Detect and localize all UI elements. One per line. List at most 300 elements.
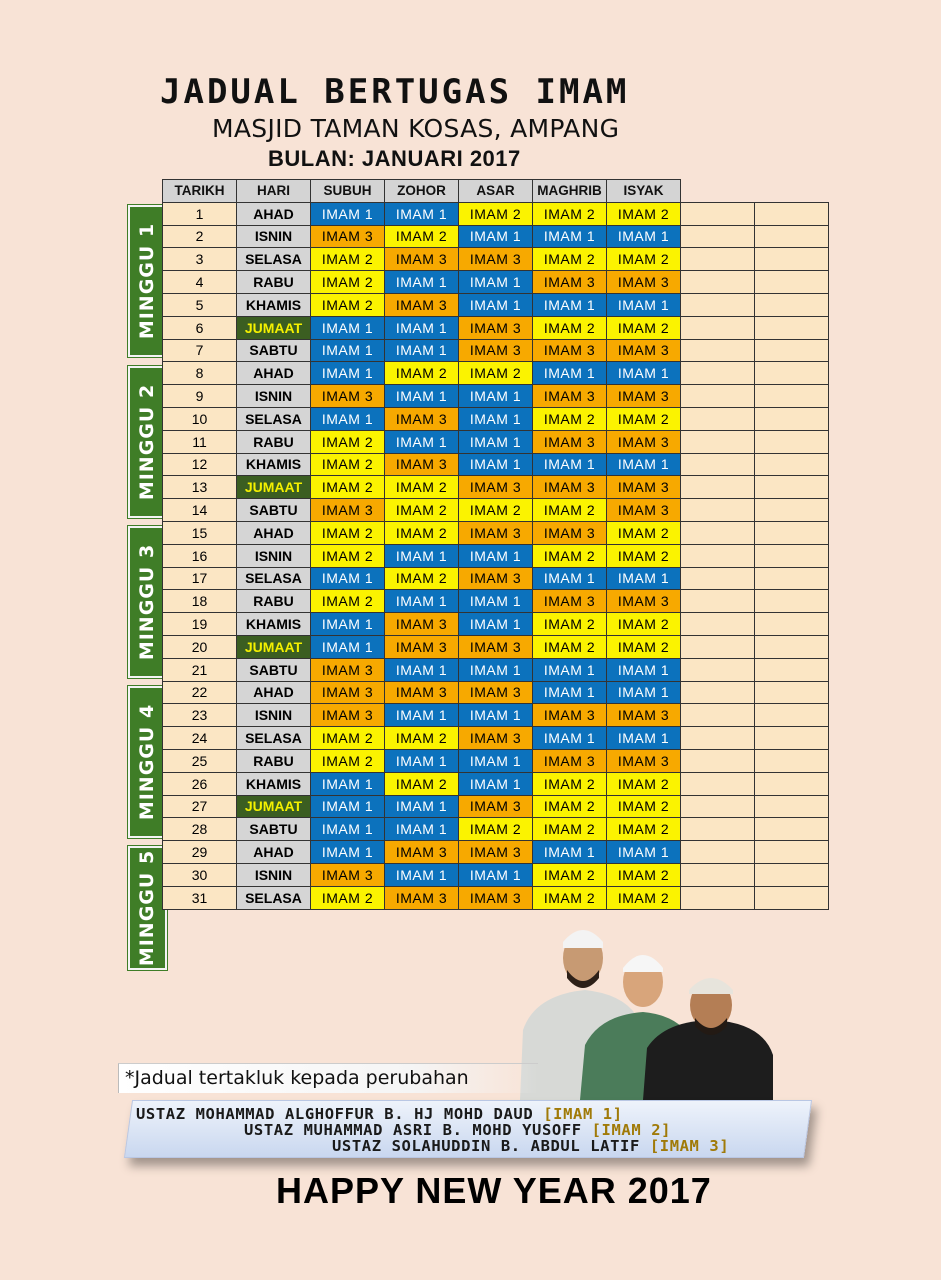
day-cell: ISNIN — [237, 385, 311, 408]
imam-assignment-cell: IMAM 2 — [459, 362, 533, 385]
blank-cell — [755, 271, 829, 294]
imam-assignment-cell: IMAM 1 — [385, 704, 459, 727]
day-cell: SABTU — [237, 339, 311, 362]
table-row — [163, 590, 829, 613]
imam-assignment-cell: IMAM 1 — [385, 339, 459, 362]
imam-assignment-cell: IMAM 3 — [459, 795, 533, 818]
imam-assignment-cell: IMAM 3 — [533, 476, 607, 499]
blank-cell — [755, 772, 829, 795]
imam-assignment-cell: IMAM 1 — [533, 681, 607, 704]
blank-cell — [755, 202, 829, 225]
imam-assignment-cell: IMAM 2 — [533, 795, 607, 818]
imam-assignment-cell: IMAM 2 — [607, 521, 681, 544]
blank-cell — [755, 727, 829, 750]
day-cell: SELASA — [237, 727, 311, 750]
imam-assignment-cell: IMAM 2 — [311, 293, 385, 316]
table-row — [163, 293, 829, 316]
col-header-asar: ASAR — [459, 180, 533, 203]
blank-cell — [755, 476, 829, 499]
blank-cell — [681, 544, 755, 567]
imam-assignment-cell: IMAM 3 — [459, 841, 533, 864]
blank-cell — [681, 521, 755, 544]
blank-cell — [755, 635, 829, 658]
blank-cell — [681, 681, 755, 704]
date-cell: 20 — [163, 635, 237, 658]
date-cell: 31 — [163, 886, 237, 909]
imam-assignment-cell: IMAM 1 — [607, 453, 681, 476]
table-row — [163, 339, 829, 362]
date-cell: 26 — [163, 772, 237, 795]
imam-assignment-cell: IMAM 2 — [533, 202, 607, 225]
imam-assignment-cell: IMAM 1 — [607, 841, 681, 864]
imam-assignment-cell: IMAM 1 — [385, 863, 459, 886]
blank-cell — [755, 293, 829, 316]
imam-assignment-cell: IMAM 1 — [311, 772, 385, 795]
blank-cell — [681, 841, 755, 864]
imam-assignment-cell: IMAM 3 — [607, 476, 681, 499]
date-cell: 21 — [163, 658, 237, 681]
imam-assignment-cell: IMAM 2 — [533, 248, 607, 271]
blank-cell — [755, 749, 829, 772]
table-row — [163, 271, 829, 294]
week-label-3: MINGGU 3 — [128, 526, 167, 678]
imam-assignment-cell: IMAM 1 — [385, 658, 459, 681]
blank-cell — [681, 225, 755, 248]
imam-assignment-cell: IMAM 1 — [385, 316, 459, 339]
imam-assignment-cell: IMAM 1 — [607, 681, 681, 704]
imam-assignment-cell: IMAM 1 — [385, 749, 459, 772]
imam-assignment-cell: IMAM 1 — [607, 658, 681, 681]
day-cell: AHAD — [237, 521, 311, 544]
imam-assignment-cell: IMAM 2 — [533, 613, 607, 636]
date-cell: 5 — [163, 293, 237, 316]
imam-assignment-cell: IMAM 1 — [311, 316, 385, 339]
blank-cell — [681, 863, 755, 886]
blank-cell — [755, 225, 829, 248]
imam-assignment-cell: IMAM 2 — [533, 544, 607, 567]
day-cell: ISNIN — [237, 863, 311, 886]
table-row — [163, 248, 829, 271]
imams-photo — [515, 920, 775, 1100]
imam-assignment-cell: IMAM 2 — [311, 544, 385, 567]
imam-assignment-cell: IMAM 1 — [311, 818, 385, 841]
imam-assignment-cell: IMAM 3 — [385, 635, 459, 658]
table-row — [163, 841, 829, 864]
imam-assignment-cell: IMAM 3 — [311, 863, 385, 886]
imam-assignment-cell: IMAM 1 — [385, 544, 459, 567]
imam-assignment-cell: IMAM 2 — [385, 362, 459, 385]
imam-3-name: USTAZ SOLAHUDDIN B. ABDUL LATIF [IMAM 3] — [332, 1137, 730, 1155]
date-cell: 14 — [163, 499, 237, 522]
date-cell: 6 — [163, 316, 237, 339]
blank-cell — [681, 886, 755, 909]
blank-cell — [681, 271, 755, 294]
table-row — [163, 681, 829, 704]
imam-assignment-cell: IMAM 1 — [311, 567, 385, 590]
imam-assignment-cell: IMAM 2 — [311, 248, 385, 271]
blank-cell — [755, 248, 829, 271]
imam-assignment-cell: IMAM 2 — [385, 567, 459, 590]
imam-assignment-cell: IMAM 3 — [533, 704, 607, 727]
imam-assignment-cell: IMAM 1 — [607, 727, 681, 750]
imam-assignment-cell: IMAM 1 — [533, 453, 607, 476]
imam-assignment-cell: IMAM 1 — [607, 225, 681, 248]
imam-assignment-cell: IMAM 3 — [607, 499, 681, 522]
imam-assignment-cell: IMAM 1 — [607, 362, 681, 385]
blank-cell — [755, 841, 829, 864]
date-cell: 29 — [163, 841, 237, 864]
imam-2-name: USTAZ MUHAMMAD ASRI B. MOHD YUSOFF [IMAM 2] — [244, 1121, 672, 1139]
imam-assignment-cell: IMAM 3 — [607, 339, 681, 362]
imam-assignment-cell: IMAM 1 — [311, 339, 385, 362]
day-cell: KHAMIS — [237, 293, 311, 316]
date-cell: 27 — [163, 795, 237, 818]
day-cell: KHAMIS — [237, 613, 311, 636]
blank-cell — [681, 339, 755, 362]
imam-assignment-cell: IMAM 3 — [311, 658, 385, 681]
day-cell: RABU — [237, 430, 311, 453]
blank-cell — [681, 567, 755, 590]
imam-assignment-cell: IMAM 1 — [607, 293, 681, 316]
imam-assignment-cell: IMAM 2 — [607, 544, 681, 567]
imam-assignment-cell: IMAM 2 — [607, 407, 681, 430]
blank-cell — [681, 293, 755, 316]
imam-assignment-cell: IMAM 2 — [311, 521, 385, 544]
imam-assignment-cell: IMAM 3 — [385, 841, 459, 864]
week-label-1: MINGGU 1 — [128, 205, 167, 357]
col-header-blank — [755, 180, 829, 203]
imam-assignment-cell: IMAM 2 — [607, 772, 681, 795]
imam-assignment-cell: IMAM 3 — [459, 886, 533, 909]
blank-cell — [755, 407, 829, 430]
imam-assignment-cell: IMAM 3 — [311, 704, 385, 727]
imam-assignment-cell: IMAM 2 — [311, 749, 385, 772]
imam-assignment-cell: IMAM 2 — [533, 772, 607, 795]
day-cell: RABU — [237, 749, 311, 772]
imam-assignment-cell: IMAM 3 — [459, 476, 533, 499]
imam-assignment-cell: IMAM 2 — [385, 727, 459, 750]
table-row — [163, 225, 829, 248]
imam-assignment-cell: IMAM 3 — [385, 613, 459, 636]
imam-assignment-cell: IMAM 3 — [533, 339, 607, 362]
imam-assignment-cell: IMAM 2 — [311, 886, 385, 909]
imam-assignment-cell: IMAM 3 — [533, 271, 607, 294]
date-cell: 24 — [163, 727, 237, 750]
imam-assignment-cell: IMAM 1 — [459, 385, 533, 408]
imam-assignment-cell: IMAM 1 — [385, 271, 459, 294]
imam-assignment-cell: IMAM 1 — [459, 544, 533, 567]
table-row — [163, 749, 829, 772]
blank-cell — [681, 430, 755, 453]
imam-assignment-cell: IMAM 3 — [385, 453, 459, 476]
imam-assignment-cell: IMAM 2 — [607, 202, 681, 225]
imam-assignment-cell: IMAM 3 — [533, 521, 607, 544]
blank-cell — [681, 613, 755, 636]
day-cell: SABTU — [237, 658, 311, 681]
table-row — [163, 476, 829, 499]
imam-assignment-cell: IMAM 2 — [607, 248, 681, 271]
day-cell: SABTU — [237, 818, 311, 841]
imam-assignment-cell: IMAM 1 — [459, 453, 533, 476]
blank-cell — [755, 453, 829, 476]
blank-cell — [755, 339, 829, 362]
imam-assignment-cell: IMAM 1 — [459, 225, 533, 248]
table-row — [163, 635, 829, 658]
col-header-maghrib: MAGHRIB — [533, 180, 607, 203]
blank-cell — [681, 795, 755, 818]
blank-cell — [755, 567, 829, 590]
table-row — [163, 499, 829, 522]
imam-assignment-cell: IMAM 1 — [533, 293, 607, 316]
day-cell: AHAD — [237, 362, 311, 385]
imam-assignment-cell: IMAM 3 — [607, 704, 681, 727]
col-header-tarikh: TARIKH — [163, 180, 237, 203]
blank-cell — [755, 704, 829, 727]
blank-cell — [755, 430, 829, 453]
date-cell: 19 — [163, 613, 237, 636]
day-cell: JUMAAT — [237, 476, 311, 499]
col-header-subuh: SUBUH — [311, 180, 385, 203]
imam-assignment-cell: IMAM 3 — [533, 430, 607, 453]
blank-cell — [681, 658, 755, 681]
imam-assignment-cell: IMAM 1 — [533, 567, 607, 590]
blank-cell — [681, 362, 755, 385]
day-cell: JUMAAT — [237, 635, 311, 658]
imam-assignment-cell: IMAM 2 — [311, 476, 385, 499]
blank-cell — [681, 407, 755, 430]
imam-assignment-cell: IMAM 3 — [533, 590, 607, 613]
imam-assignment-cell: IMAM 2 — [311, 430, 385, 453]
date-cell: 16 — [163, 544, 237, 567]
imam-assignment-cell: IMAM 1 — [385, 795, 459, 818]
blank-cell — [681, 453, 755, 476]
blank-cell — [681, 590, 755, 613]
imam-assignment-cell: IMAM 3 — [607, 749, 681, 772]
date-cell: 4 — [163, 271, 237, 294]
table-row — [163, 818, 829, 841]
imam-assignment-cell: IMAM 1 — [385, 430, 459, 453]
imam-assignment-cell: IMAM 3 — [533, 385, 607, 408]
imam-assignment-cell: IMAM 2 — [385, 772, 459, 795]
table-row — [163, 362, 829, 385]
date-cell: 9 — [163, 385, 237, 408]
blank-cell — [681, 499, 755, 522]
table-row — [163, 795, 829, 818]
imam-assignment-cell: IMAM 1 — [459, 271, 533, 294]
imam-assignment-cell: IMAM 1 — [533, 841, 607, 864]
imam-assignment-cell: IMAM 2 — [607, 613, 681, 636]
imam-assignment-cell: IMAM 1 — [385, 590, 459, 613]
imam-assignment-cell: IMAM 1 — [607, 567, 681, 590]
imam-assignment-cell: IMAM 3 — [459, 681, 533, 704]
imams-photo-illustration — [515, 920, 775, 1100]
day-cell: KHAMIS — [237, 772, 311, 795]
imam-assignment-cell: IMAM 2 — [385, 499, 459, 522]
imam-assignment-cell: IMAM 2 — [311, 590, 385, 613]
col-header-zohor: ZOHOR — [385, 180, 459, 203]
imam-assignment-cell: IMAM 3 — [311, 499, 385, 522]
blank-cell — [755, 681, 829, 704]
imam-assignment-cell: IMAM 3 — [459, 316, 533, 339]
imam-assignment-cell: IMAM 3 — [607, 430, 681, 453]
imam-assignment-cell: IMAM 2 — [533, 316, 607, 339]
blank-cell — [755, 544, 829, 567]
header-row — [163, 180, 829, 203]
date-cell: 30 — [163, 863, 237, 886]
blank-cell — [755, 362, 829, 385]
blank-cell — [681, 385, 755, 408]
table-row — [163, 385, 829, 408]
imam-assignment-cell: IMAM 2 — [607, 863, 681, 886]
col-header-isyak: ISYAK — [607, 180, 681, 203]
imam-assignment-cell: IMAM 1 — [459, 772, 533, 795]
date-cell: 3 — [163, 248, 237, 271]
week-label-2: MINGGU 2 — [128, 366, 167, 518]
imam-assignment-cell: IMAM 3 — [459, 339, 533, 362]
imam-assignment-cell: IMAM 1 — [311, 407, 385, 430]
day-cell: SABTU — [237, 499, 311, 522]
imam-assignment-cell: IMAM 2 — [385, 225, 459, 248]
day-cell: JUMAAT — [237, 795, 311, 818]
imam-assignment-cell: IMAM 2 — [459, 818, 533, 841]
imam-assignment-cell: IMAM 3 — [459, 248, 533, 271]
date-cell: 22 — [163, 681, 237, 704]
table-row — [163, 453, 829, 476]
imam-assignment-cell: IMAM 1 — [459, 863, 533, 886]
table-row — [163, 772, 829, 795]
col-header-hari: HARI — [237, 180, 311, 203]
table-row — [163, 567, 829, 590]
blank-cell — [681, 476, 755, 499]
table-row — [163, 430, 829, 453]
imam-assignment-cell: IMAM 2 — [607, 818, 681, 841]
date-cell: 28 — [163, 818, 237, 841]
imam-assignment-cell: IMAM 1 — [533, 727, 607, 750]
imam-assignment-cell: IMAM 3 — [385, 248, 459, 271]
blank-cell — [755, 658, 829, 681]
table-row — [163, 544, 829, 567]
table-row — [163, 863, 829, 886]
imam-assignment-cell: IMAM 1 — [533, 658, 607, 681]
table-row — [163, 704, 829, 727]
imam-assignment-cell: IMAM 1 — [533, 362, 607, 385]
day-cell: SELASA — [237, 248, 311, 271]
date-cell: 12 — [163, 453, 237, 476]
imam-assignment-cell: IMAM 3 — [385, 407, 459, 430]
date-cell: 2 — [163, 225, 237, 248]
imam-assignment-cell: IMAM 1 — [459, 704, 533, 727]
imam-assignment-cell: IMAM 2 — [533, 818, 607, 841]
duty-schedule-table — [162, 179, 829, 910]
day-cell: SELASA — [237, 567, 311, 590]
imam-assignment-cell: IMAM 1 — [459, 590, 533, 613]
imam-assignment-cell: IMAM 1 — [311, 635, 385, 658]
date-cell: 8 — [163, 362, 237, 385]
imam-assignment-cell: IMAM 2 — [533, 499, 607, 522]
imam-assignment-cell: IMAM 3 — [459, 567, 533, 590]
imam-assignment-cell: IMAM 1 — [311, 841, 385, 864]
imam-assignment-cell: IMAM 1 — [459, 613, 533, 636]
imam-assignment-cell: IMAM 1 — [459, 407, 533, 430]
blank-cell — [755, 521, 829, 544]
imam-assignment-cell: IMAM 3 — [607, 271, 681, 294]
imam-assignment-cell: IMAM 2 — [607, 316, 681, 339]
table-row — [163, 521, 829, 544]
table-row — [163, 407, 829, 430]
week-label-4: MINGGU 4 — [128, 686, 167, 838]
blank-cell — [681, 635, 755, 658]
schedule-body — [163, 202, 829, 909]
blank-cell — [681, 818, 755, 841]
imam-assignment-cell: IMAM 3 — [385, 681, 459, 704]
blank-cell — [755, 886, 829, 909]
table-row — [163, 727, 829, 750]
imam-assignment-cell: IMAM 2 — [607, 795, 681, 818]
date-cell: 13 — [163, 476, 237, 499]
day-cell: ISNIN — [237, 225, 311, 248]
date-cell: 18 — [163, 590, 237, 613]
blank-cell — [681, 202, 755, 225]
day-cell: AHAD — [237, 681, 311, 704]
page-title: JADUAL BERTUGAS IMAM — [160, 72, 630, 112]
imam-assignment-cell: IMAM 3 — [533, 749, 607, 772]
imam-assignment-cell: IMAM 1 — [311, 202, 385, 225]
imam-assignment-cell: IMAM 2 — [385, 521, 459, 544]
imam-assignment-cell: IMAM 3 — [459, 727, 533, 750]
blank-cell — [755, 818, 829, 841]
date-cell: 17 — [163, 567, 237, 590]
mosque-name: MASJID TAMAN KOSAS, AMPANG — [212, 114, 620, 143]
imam-assignment-cell: IMAM 2 — [459, 202, 533, 225]
blank-cell — [681, 772, 755, 795]
imam-assignment-cell: IMAM 2 — [533, 635, 607, 658]
imam-assignment-cell: IMAM 2 — [533, 407, 607, 430]
week-label-5: MINGGU 5 — [128, 846, 167, 970]
imam-assignment-cell: IMAM 2 — [311, 727, 385, 750]
date-cell: 23 — [163, 704, 237, 727]
blank-cell — [755, 385, 829, 408]
imam-assignment-cell: IMAM 3 — [385, 886, 459, 909]
imam-assignment-cell: IMAM 2 — [311, 271, 385, 294]
imam-assignment-cell: IMAM 1 — [459, 293, 533, 316]
imam-assignment-cell: IMAM 1 — [459, 430, 533, 453]
disclaimer-note: *Jadual tertakluk kepada perubahan — [118, 1063, 538, 1093]
day-cell: AHAD — [237, 841, 311, 864]
imam-assignment-cell: IMAM 3 — [311, 385, 385, 408]
imam-1-name: USTAZ MOHAMMAD ALGHOFFUR B. HJ MOHD DAUD [IMAM 1] — [136, 1105, 623, 1123]
imam-assignment-cell: IMAM 2 — [385, 476, 459, 499]
imam-assignment-cell: IMAM 3 — [607, 385, 681, 408]
blank-cell — [681, 316, 755, 339]
imam-assignment-cell: IMAM 1 — [459, 658, 533, 681]
imam-assignment-cell: IMAM 2 — [533, 886, 607, 909]
imam-assignment-cell: IMAM 2 — [607, 635, 681, 658]
day-cell: SELASA — [237, 407, 311, 430]
imam-assignment-cell: IMAM 2 — [459, 499, 533, 522]
imam-assignment-cell: IMAM 2 — [311, 453, 385, 476]
col-header-blank — [681, 180, 755, 203]
blank-cell — [755, 590, 829, 613]
blank-cell — [681, 727, 755, 750]
imam-assignment-cell: IMAM 1 — [385, 202, 459, 225]
table-row — [163, 316, 829, 339]
month-label: BULAN: JANUARI 2017 — [268, 146, 521, 171]
blank-cell — [755, 613, 829, 636]
imam-assignment-cell: IMAM 1 — [459, 749, 533, 772]
table-row — [163, 886, 829, 909]
greeting: HAPPY NEW YEAR 2017 — [276, 1170, 712, 1211]
imam-assignment-cell: IMAM 1 — [533, 225, 607, 248]
